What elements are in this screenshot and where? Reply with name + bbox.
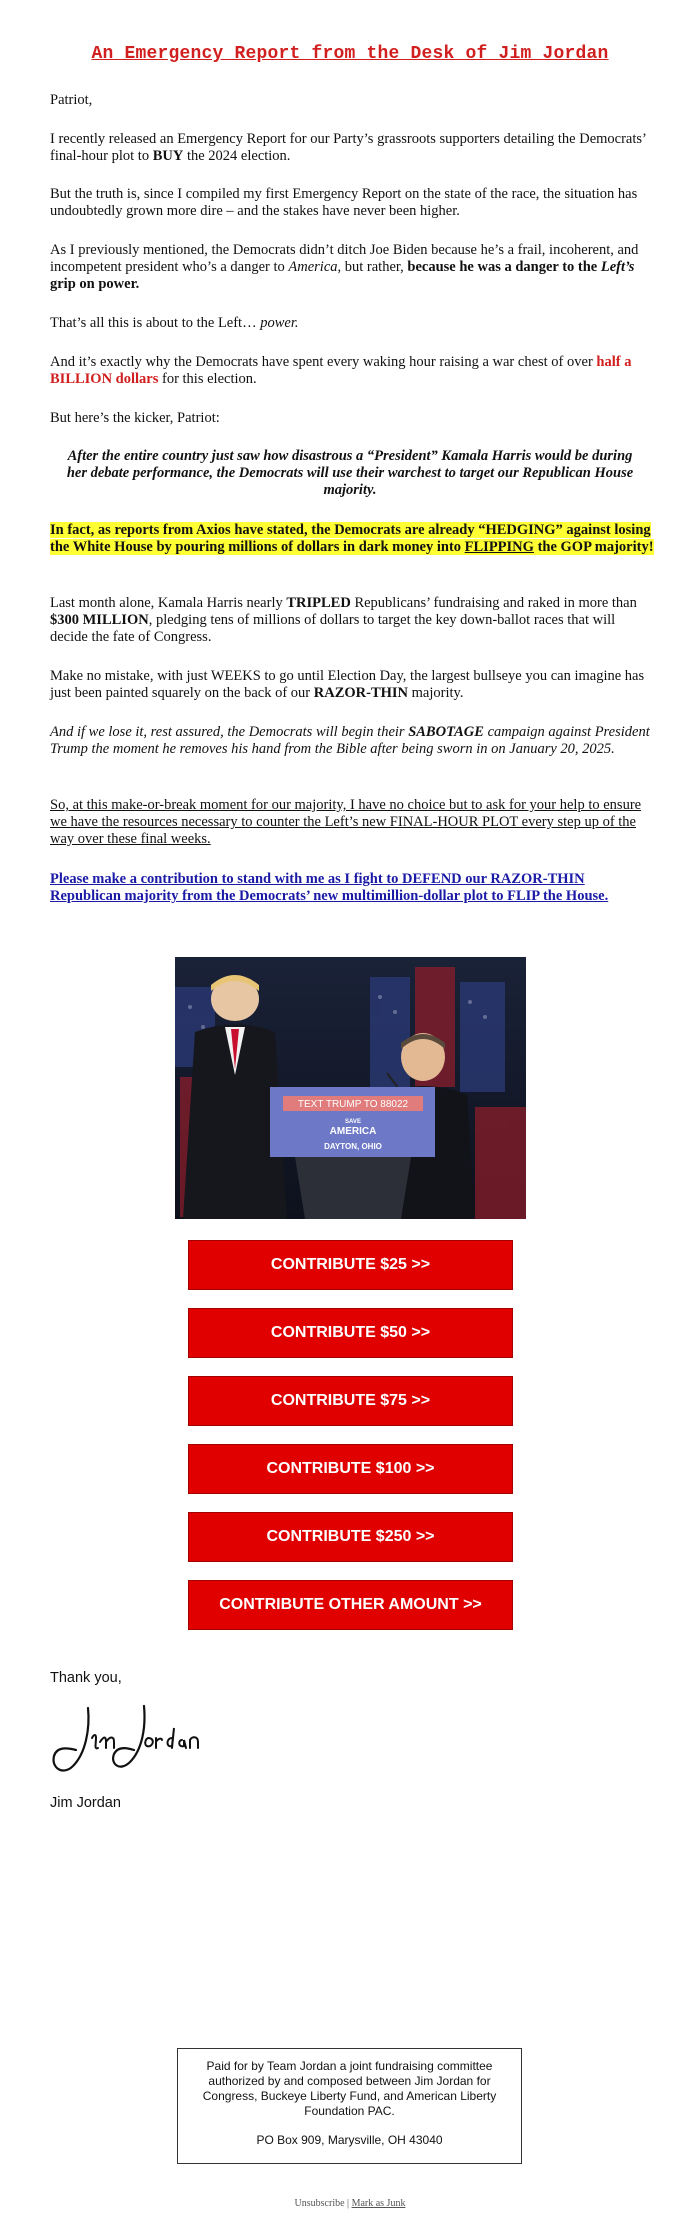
closing: Thank you, [50,1670,122,1686]
contribute-link[interactable]: Please make a contribution to stand with me as I fight to DEFEND our RAZOR-THIN Republican majority from the Democrats’ new multimillion-dollar plot to FLIP the House. [50,871,609,904]
contribute-100-button[interactable]: CONTRIBUTE $100 >> [188,1444,513,1494]
paragraph-1: I recently released an Emergency Report for our Party’s grassroots supporters detailing the Democrats’ final-hour plot to BUY the 2024 election. [50,131,646,164]
paragraph-2: But the truth is, since I compiled my first Emergency Report on the state of the race, the situation has undoubtedly grown more dire – and the stakes have never been higher. [50,186,638,219]
disclaimer-text: Paid for by Team Jordan a joint fundraising committee authorized by and composed between Jim Jordan for Congress, Buckeye Liberty Fund, and American Liberty Foundation PAC. [202,2059,497,2118]
contribute-50-button[interactable]: CONTRIBUTE $50 >> [188,1308,513,1358]
paragraph-5: And it’s exactly why the Democrats have spent every waking hour raising a war chest of over half a BILLION dollars for this election. [50,354,632,387]
disclaimer-box [177,2048,522,2164]
paragraph-11: And if we lose it, rest assured, the Democrats will begin their SABOTAGE campaign against President Trump the moment he removes his hand from the Bible after being sworn in on January 20, 2025. [50,724,650,757]
paragraph-12: So, at this make-or-break moment for our majority, I have no choice but to ask for your help to ensure we have the resources necessary to counter the Left’s new FINAL-HOUR PLOT every step up of the way over these final weeks. [50,797,642,847]
unsubscribe-bar [0,2198,700,2209]
svg-text:SAVE: SAVE [345,1119,361,1125]
rally-photo[interactable] [175,957,526,1219]
paragraph-8: In fact, as reports from Axios have stated, the Democrats are already “HEDGING” against losing the White House by pouring millions of dollars in dark money into FLIPPING the GOP majority! [50,522,654,555]
paragraph-7: After the entire country just saw how disastrous a “President” Kamala Harris would be during her debate performance, the Democrats will use their warchest to target our Republican House majority. [66,448,634,498]
mailing-address: PO Box 909, Marysville, OH 43040 [256,2133,443,2147]
signature-image [48,1698,208,1778]
unsubscribe-link[interactable]: Unsubscribe [294,2198,345,2209]
cta-paragraph [50,871,654,905]
separator: | [344,2198,352,2209]
contribute-250-button[interactable]: CONTRIBUTE $250 >> [188,1512,513,1562]
paragraph-10: Make no mistake, with just WEEKS to go until Election Day, the largest bullseye you can imagine has just been painted squarely on the back of our RAZOR-THIN majority. [50,668,645,701]
paragraph-4: That’s all this is about to the Left… power. [50,315,299,331]
svg-text:AMERICA: AMERICA [329,1126,377,1137]
contribute-other-button[interactable]: CONTRIBUTE OTHER AMOUNT >> [188,1580,513,1630]
svg-text:TEXT TRUMP TO 88022: TEXT TRUMP TO 88022 [297,1099,409,1110]
rally-photo-illustration [175,957,526,1219]
page-title: An Emergency Report from the Desk of Jim Jordan [91,44,609,64]
paragraph-9: Last month alone, Kamala Harris nearly TRIPLED Republicans’ fundraising and raked in more than $300 MILLION, pledging tens of millions of dollars to target the key down-ballot races that will decide the fate of Congress. [50,595,637,645]
signature-name: Jim Jordan [50,1795,121,1811]
paragraph-6: But here’s the kicker, Patriot: [50,410,220,426]
paragraph-3: As I previously mentioned, the Democrats didn’t ditch Joe Biden because he’s a frail, incoherent, and incompetent president who’s a danger to America, but rather, because he was a danger to the Left’s grip on power. [50,242,639,292]
mark-as-junk-link[interactable]: Mark as Junk [351,2198,406,2209]
greeting: Patriot, [50,92,93,108]
svg-text:DAYTON, OHIO: DAYTON, OHIO [324,1142,382,1151]
contribute-25-button[interactable]: CONTRIBUTE $25 >> [188,1240,513,1290]
contribute-75-button[interactable]: CONTRIBUTE $75 >> [188,1376,513,1426]
